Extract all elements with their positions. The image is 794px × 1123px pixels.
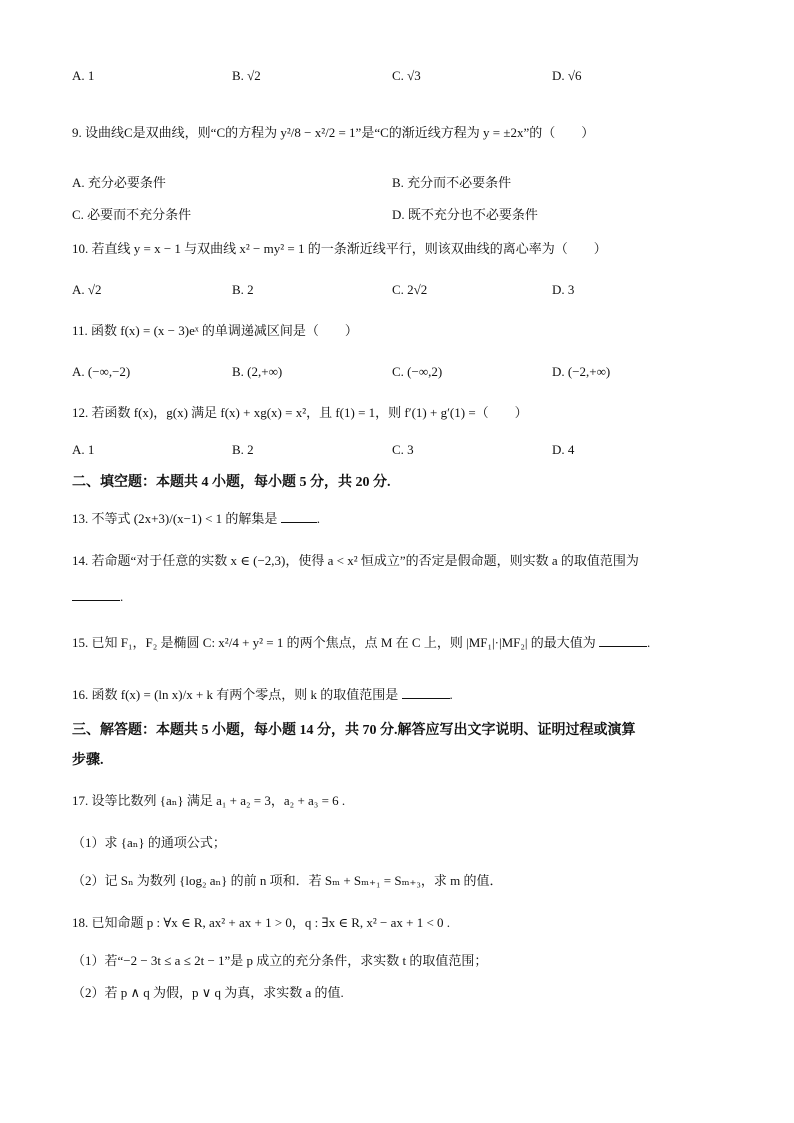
q12-stem: 12. 若函数 f(x)，g(x) 满足 f(x) + xg(x) = x²，且 f(1) = 1，则 f′(1) + g′(1) =（ ） bbox=[72, 405, 528, 420]
q15-stem: 15. 已知 F₁，F₂ 是椭圆 C: x²/4 + y² = 1 的两个焦点，点 M 在 C 上，则 |MF₁|·|MF₂| 的最大值为 bbox=[72, 635, 596, 650]
q17-part2: （2）记 Sₙ 为数列 {log₂ aₙ} 的前 n 项和．若 Sₘ + Sₘ₊₁ = Sₘ₊₃，求 m 的值． bbox=[72, 873, 503, 888]
q17-part1: （1）求 {aₙ} 的通项公式； bbox=[72, 835, 226, 850]
q11-options bbox=[72, 364, 712, 380]
q8-option-b: B. √2 bbox=[232, 68, 261, 83]
q13-line: 13. 不等式 (2x+3)/(x−1) < 1 的解集是 . bbox=[72, 511, 320, 526]
section3-heading-line1: 三、解答题：本题共 5 小题，每小题 14 分，共 70 分.解答应写出文字说明、证明过程或演算 bbox=[72, 723, 636, 738]
q11-stem: 11. 函数 f(x) = (x − 3)eˣ 的单调递减区间是（ ） bbox=[72, 323, 358, 338]
q13-blank[interactable] bbox=[281, 510, 317, 523]
section2-heading: 二、填空题：本题共 4 小题，每小题 5 分，共 20 分. bbox=[72, 475, 391, 490]
q12-options bbox=[72, 442, 712, 458]
q13-stem: 13. 不等式 (2x+3)/(x−1) < 1 的解集是 bbox=[72, 511, 278, 526]
q18-part2: （2）若 p ∧ q 为假，p ∨ q 为真，求实数 a 的值. bbox=[72, 985, 344, 1000]
q17-stem: 17. 设等比数列 {aₙ} 满足 a₁ + a₂ = 3，a₂ + a₃ = 6 . bbox=[72, 793, 346, 808]
q10-options bbox=[72, 282, 712, 298]
q9-option-b: B. 充分而不必要条件 bbox=[392, 175, 512, 190]
q10-option-d: D. 3 bbox=[552, 282, 575, 297]
q14-blank[interactable] bbox=[72, 588, 120, 601]
q18-part1: （1）若“−2 − 3t ≤ a ≤ 2t − 1”是 p 成立的充分条件，求实数 t 的取值范围； bbox=[72, 953, 488, 968]
q8-options bbox=[72, 68, 712, 84]
q11-option-a: A. (−∞,−2) bbox=[72, 364, 131, 379]
q9-options-row1 bbox=[72, 172, 712, 191]
q10-option-a: A. √2 bbox=[72, 282, 102, 297]
q16-line: 16. 函数 f(x) = (ln x)/x + k 有两个零点，则 k 的取值范围是 . bbox=[72, 687, 453, 702]
q8-option-d: D. √6 bbox=[552, 68, 582, 83]
q8-option-c: C. √3 bbox=[392, 68, 421, 83]
q14-line2: . bbox=[72, 588, 123, 606]
q12-option-c: C. 3 bbox=[392, 442, 414, 457]
q12-option-b: B. 2 bbox=[232, 442, 254, 457]
q9-option-d: D. 既不充分也不必要条件 bbox=[392, 207, 538, 222]
q9-stem: 9. 设曲线C是双曲线，则“C的方程为 y²/8 − x²/2 = 1”是“C的渐近线方程为 y = ±2x”的（ ） bbox=[72, 125, 595, 140]
q11-option-c: C. (−∞,2) bbox=[392, 364, 443, 379]
q9-option-a: A. 充分必要条件 bbox=[72, 175, 166, 190]
q9-option-c: C. 必要而不充分条件 bbox=[72, 207, 192, 222]
q16-stem: 16. 函数 f(x) = (ln x)/x + k 有两个零点，则 k 的取值范围是 bbox=[72, 687, 399, 702]
q14-stem: 14. 若命题“对于任意的实数 x ∈ (−2,3)，使得 a < x² 恒成立”的否定是假命题，则实数 a 的取值范围为 bbox=[72, 553, 639, 568]
q16-blank[interactable] bbox=[402, 686, 450, 699]
section3-heading-line2: 步骤. bbox=[72, 753, 104, 768]
q9-options-row2 bbox=[72, 204, 712, 223]
q15-line: 15. 已知 F₁，F₂ 是椭圆 C: x²/4 + y² = 1 的两个焦点，点 M 在 C 上，则 |MF₁|·|MF₂| 的最大值为 . bbox=[72, 635, 651, 650]
q11-option-b: B. (2,+∞) bbox=[232, 364, 283, 379]
q11-option-d: D. (−2,+∞) bbox=[552, 364, 611, 379]
q10-option-c: C. 2√2 bbox=[392, 282, 428, 297]
q10-option-b: B. 2 bbox=[232, 282, 254, 297]
q15-blank[interactable] bbox=[599, 634, 647, 647]
q18-stem: 18. 已知命题 p : ∀x ∈ R, ax² + ax + 1 > 0，q : ∃x ∈ R, x² − ax + 1 < 0 . bbox=[72, 915, 451, 930]
q12-option-d: D. 4 bbox=[552, 442, 575, 457]
q8-option-a: A. 1 bbox=[72, 68, 95, 83]
q12-option-a: A. 1 bbox=[72, 442, 95, 457]
q10-stem: 10. 若直线 y = x − 1 与双曲线 x² − my² = 1 的一条渐近线平行，则该双曲线的离心率为（ ） bbox=[72, 241, 607, 256]
